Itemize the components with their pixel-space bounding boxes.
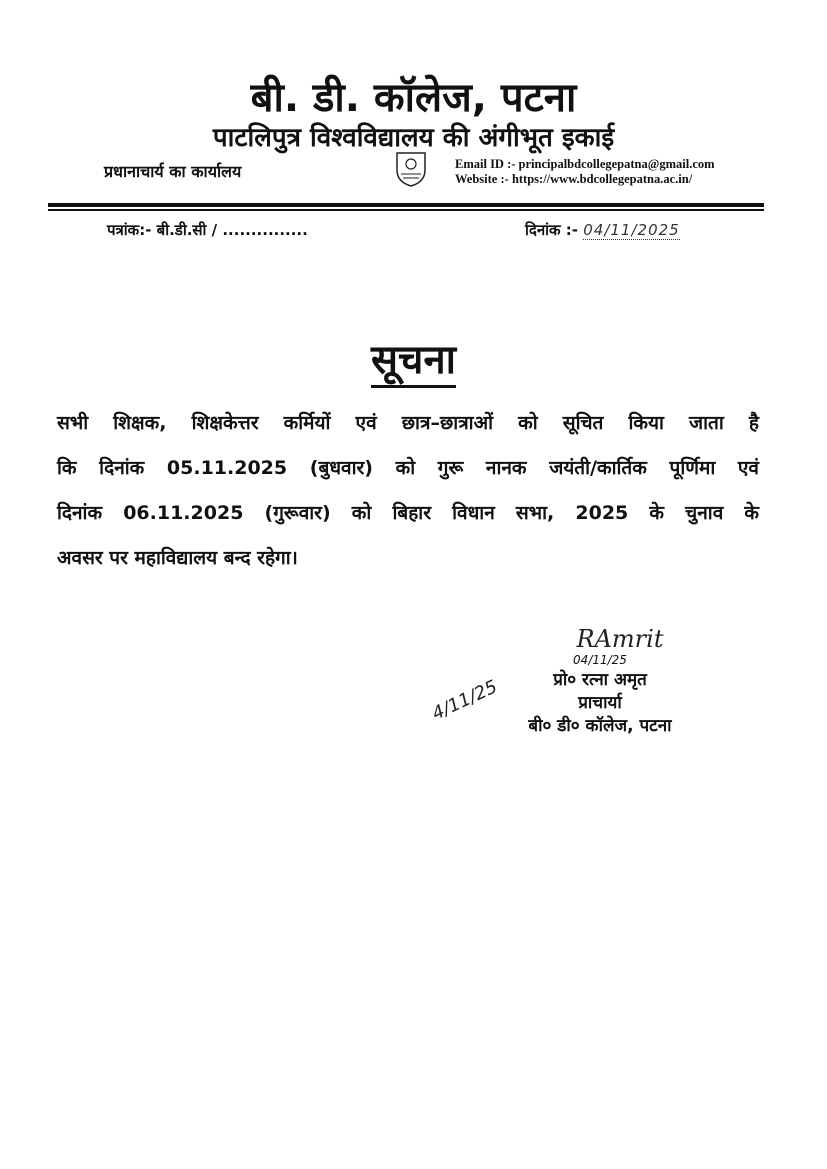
issue-date [525, 220, 680, 240]
notice-heading-text: सूचना [371, 337, 456, 388]
contact-block [455, 157, 715, 187]
notice-body [57, 405, 759, 585]
header-divider-thick [48, 203, 764, 207]
handwritten-signature: RAmrit [576, 625, 664, 653]
notice-line: सभी शिक्षक, शिक्षकेत्तर कर्मियों एवं छात्र–छात्राओं को सूचित किया जाता है [57, 412, 759, 434]
notice-line: कि दिनांक 05.11.2025 (बुधवार) को गुरू नानक जयंती/कार्तिक पूर्णिमा एवं [57, 457, 759, 479]
signatory-institution: बी० डी० कॉलेज, पटना [528, 716, 672, 736]
header-divider-thin [48, 209, 764, 211]
signatory-designation: प्राचार्या [578, 693, 622, 713]
date-value: 04/11/2025 [583, 221, 680, 239]
handwritten-initials: 4/11/25 [428, 676, 501, 725]
notice-line: दिनांक 06.11.2025 (गुरूवार) को बिहार विधान सभा, 2025 के चुनाव के [57, 502, 759, 524]
notice-line: अवसर पर महाविद्यालय बन्द रहेगा। [57, 547, 298, 569]
website-link[interactable]: https://www.bdcollegepatna.ac.in/ [511, 172, 693, 186]
college-name: बी. डी. कॉलेज, पटना [250, 75, 577, 121]
email-label: Email ID :- [455, 157, 516, 171]
office-label: प्रधानाचार्य का कार्यालय [104, 162, 242, 181]
notice-heading [0, 330, 827, 385]
website-label: Website :- [455, 172, 509, 186]
reference-label: पत्रांक:- बी.डी.सी / [107, 221, 223, 239]
email-link[interactable]: principalbdcollegepatna@gmail.com [518, 157, 715, 171]
reference-number [107, 220, 308, 240]
signature-date: 04/11/25 [573, 653, 627, 667]
college-emblem-icon [389, 150, 433, 188]
signature-block [500, 625, 700, 736]
university-affiliation: पाटलिपुत्र विश्वविद्यालय की अंगीभूत इकाई [212, 123, 615, 153]
reference-value: ............... [222, 221, 308, 239]
date-label: दिनांक :- [525, 221, 584, 239]
signatory-name: प्रो० रत्ना अमृत [553, 670, 647, 690]
